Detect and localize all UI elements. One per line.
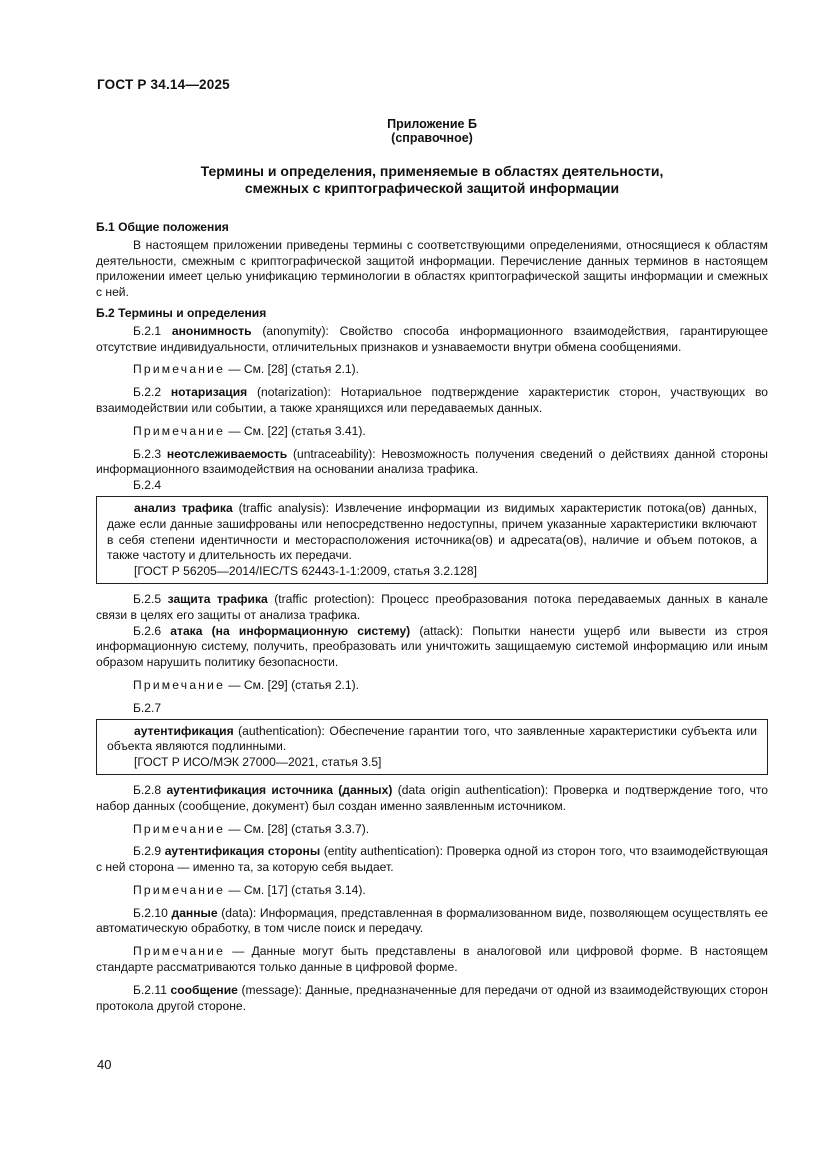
term-note	[96, 424, 768, 440]
term-name: анонимность	[171, 323, 252, 338]
term-definition: Проверка и подтверждение того, что набор данных (сообщение, документ) был создан именно заявленным источником.	[96, 782, 768, 813]
term-definition: Данные, предназначенные для передачи от одной из взаимодействующих сторон протокола другой стороне.	[96, 982, 768, 1013]
term-english: (authentication):	[238, 723, 325, 738]
term-name: аутентификация стороны	[164, 844, 321, 859]
term-english: (traffic analysis):	[238, 500, 330, 515]
note-text: — См. [28] (статья 2.1).	[228, 362, 360, 377]
note-text: — См. [17] (статья 3.14).	[228, 882, 366, 897]
note-label: Примечание	[133, 362, 225, 377]
page-content	[96, 218, 768, 1014]
note-label: Примечание	[133, 882, 225, 897]
term-number: Б.2.1	[133, 323, 162, 338]
term-name: атака (на информационную систему)	[170, 623, 411, 638]
term-english: (notarization):	[256, 385, 331, 400]
term-note	[96, 678, 768, 694]
note-label: Примечание	[133, 821, 225, 836]
term-number: Б.2.4	[133, 478, 162, 493]
term-definition: Процесс преобразования потока передаваемых данных в канале связи в целях его защиты от анализа трафика.	[96, 591, 768, 622]
note-text: — Данные могут быть представлены в аналоговой или цифровой форме. В настоящем стандарте рассматриваются только данные в цифровой форме.	[96, 944, 768, 975]
term-note	[96, 883, 768, 899]
page-number: 40	[97, 1057, 112, 1072]
term-name: аутентификация	[134, 723, 234, 738]
quoted-term-box	[96, 719, 768, 775]
term-number: Б.2.8	[133, 782, 162, 797]
term-note	[96, 944, 768, 976]
term-note	[96, 362, 768, 378]
term-english: (data origin authentication):	[397, 782, 549, 797]
term-english: (untraceability):	[292, 446, 376, 461]
term-number: Б.2.2	[133, 385, 162, 400]
quoted-term-box	[96, 496, 768, 584]
term-number: Б.2.9	[133, 844, 162, 859]
term-entry	[96, 385, 768, 417]
term-name: анализ трафика	[134, 500, 233, 515]
term-english: (anonymity):	[262, 323, 329, 338]
term-name: сообщение	[170, 982, 238, 997]
term-entry	[96, 592, 768, 624]
section-text-general: В настоящем приложении приведены термины с соответствующими определениями, относящиеся к областям деятельности, смежным с криптографической защитой информации. Перечисление данных терминов в настоящем приложении имеет целью унификацию терминологии в областях криптографической защиты информации и смежных с ней.	[96, 237, 768, 300]
term-definition: Попытки нанести ущерб или вывести из строя информационную систему, получить, преобразовать или уничтожить защищаемую системой информацию или иным образом нарушить политику безопасности.	[96, 623, 768, 670]
term-source-reference: [ГОСТ Р 56205—2014/IEC/TS 62443-1-1:2009, статья 3.2.128]	[134, 564, 477, 579]
term-name: защита трафика	[167, 591, 268, 606]
term-english: (message):	[241, 982, 302, 997]
term-entry	[96, 844, 768, 876]
term-definition: Извлечение информации из видимых характеристик потока(ов) данных, даже если данные зашифрованы или непосредственно недоступны, причем указанные характеристики включают в себя степени идентичности и месторасположения источника(ов) и адресата(ов), наличие и объем потоков, а также частоту и длительность их передачи.	[107, 500, 757, 563]
term-definition: Обеспечение гарантии того, что заявленные характеристики субъекта или объекта являются подлинными.	[107, 723, 757, 754]
section-heading-general: Б.1 Общие положения	[96, 220, 229, 234]
term-number: Б.2.6	[133, 623, 162, 638]
term-name: аутентификация источника (данных)	[166, 782, 393, 797]
term-entry	[96, 324, 768, 356]
term-entry	[96, 906, 768, 938]
term-source-reference: [ГОСТ Р ИСО/МЭК 27000—2021, статья 3.5]	[134, 755, 382, 770]
appendix-status: (справочное)	[391, 131, 473, 145]
term-english: (entity authentication):	[323, 844, 443, 859]
term-entry	[107, 724, 757, 756]
term-entry	[96, 624, 768, 671]
term-entry	[96, 983, 768, 1015]
appendix-heading-line-2: смежных с криптографической защитой информации	[244, 180, 620, 196]
term-number: Б.2.5	[133, 591, 162, 606]
term-english: (attack):	[419, 623, 464, 638]
term-entry	[107, 501, 757, 564]
appendix-heading-line-1: Термины и определения, применяемые в областях деятельности,	[200, 163, 664, 179]
term-name: нотаризация	[170, 385, 248, 400]
term-number: Б.2.7	[133, 700, 162, 715]
term-entry	[96, 783, 768, 815]
term-number: Б.2.3	[133, 446, 162, 461]
term-definition: Нотариальное подтверждение характеристик сторон, участвующих во взаимодействии или событии, а также хранящихся или передаваемых данных.	[96, 385, 768, 415]
document-code: ГОСТ Р 34.14—2025	[97, 77, 230, 92]
term-english: (traffic protection):	[274, 591, 375, 606]
term-number: Б.2.10	[133, 905, 168, 920]
term-note	[96, 822, 768, 838]
appendix-title: Приложение Б	[387, 117, 477, 131]
term-definition: Проверка одной из сторон того, что взаимодействующая с ней сторона — именно та, за которую себя выдает.	[96, 844, 768, 875]
appendix-heading	[96, 163, 768, 197]
note-text: — См. [22] (статья 3.41).	[228, 423, 366, 438]
section-heading-terms: Б.2 Термины и определения	[96, 305, 267, 320]
term-definition: Информация, представленная в формализованном виде, позволяющем осуществлять ее автоматическую обработку, в том числе поиск и передачу.	[96, 905, 768, 936]
term-name: данные	[171, 905, 218, 920]
note-label: Примечание	[133, 677, 225, 692]
note-label: Примечание	[133, 944, 225, 959]
term-number: Б.2.11	[133, 982, 167, 997]
term-entry	[96, 447, 768, 479]
note-label: Примечание	[133, 423, 225, 438]
term-english: (data):	[221, 905, 257, 920]
term-name: неотслеживаемость	[166, 446, 288, 461]
note-text: — См. [28] (статья 3.3.7).	[228, 821, 370, 836]
term-definition: Невозможность получения сведений о действиях данной стороны информационного взаимодействия на основании анализа трафика.	[96, 446, 768, 477]
note-text: — См. [29] (статья 2.1).	[228, 677, 360, 692]
term-definition: Свойство способа информационного взаимодействия, гарантирующее отсутствие индивидуальности, отличительных признаков и узнаваемости внутри обмена сообщениями.	[96, 323, 768, 354]
